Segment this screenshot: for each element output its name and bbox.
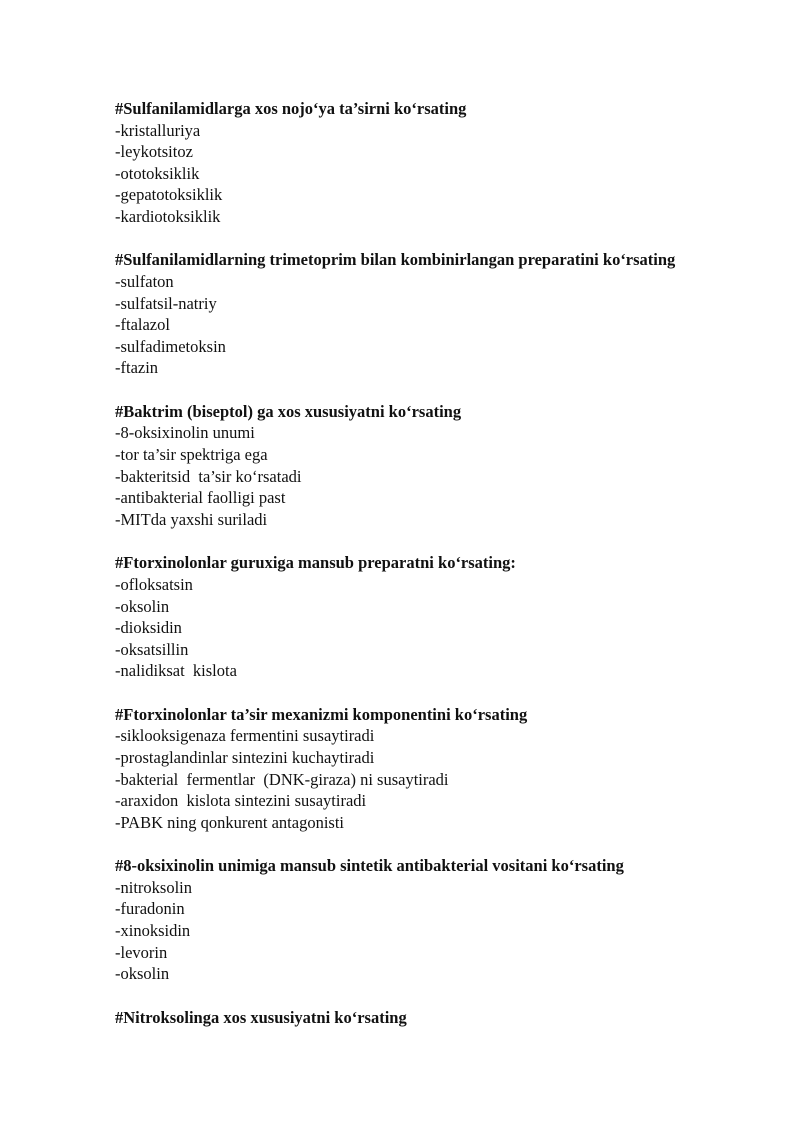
question-7 bbox=[115, 1007, 743, 1029]
option-item: -ofloksatsin bbox=[115, 574, 193, 594]
option-item: -antibakterial faolligi past bbox=[115, 488, 286, 508]
question-4 bbox=[115, 552, 743, 681]
question-title: #Sulfanilamidlarning trimetoprim bilan kombinirlangan preparatini ko‘rsating bbox=[115, 250, 676, 270]
option-item: -ftazin bbox=[115, 358, 159, 378]
option-item: -leykotsitoz bbox=[115, 142, 193, 162]
option-item: -sulfadimetoksin bbox=[115, 336, 226, 356]
question-title: #Ftorxinolonlar ta’sir mexanizmi komponentini ko‘rsating bbox=[115, 704, 528, 724]
option-item: -tor ta’sir spektriga ega bbox=[115, 445, 268, 465]
question-title: #Baktrim (biseptol) ga xos xususiyatni ko‘rsating bbox=[115, 401, 462, 421]
option-item: -kristalluriya bbox=[115, 120, 201, 140]
option-item: -ototoksiklik bbox=[115, 163, 200, 183]
question-title: #8-oksixinolin unimiga mansub sintetik antibakterial vositani ko‘rsating bbox=[115, 856, 624, 876]
options-list bbox=[115, 422, 743, 530]
options-list bbox=[115, 877, 743, 985]
options-list bbox=[115, 725, 743, 833]
document-page bbox=[115, 98, 743, 1050]
option-item: -bakterial fermentlar (DNK-giraza) ni susaytiradi bbox=[115, 769, 449, 789]
options-list bbox=[115, 574, 743, 682]
option-item: -8-oksixinolin unumi bbox=[115, 423, 255, 443]
option-item: -kardiotoksiklik bbox=[115, 206, 221, 226]
option-item: -xinoksidin bbox=[115, 921, 191, 941]
option-item: -araxidon kislota sintezini susaytiradi bbox=[115, 791, 367, 811]
option-item: -gepatotoksiklik bbox=[115, 185, 223, 205]
question-6 bbox=[115, 855, 743, 984]
option-item: -siklooksigenaza fermentini susaytiradi bbox=[115, 726, 375, 746]
question-title: #Sulfanilamidlarga xos nojo‘ya ta’sirni ko‘rsating bbox=[115, 99, 467, 118]
option-item: -bakteritsid ta’sir ko‘rsatadi bbox=[115, 466, 302, 486]
option-item: -nitroksolin bbox=[115, 877, 192, 897]
option-item: -ftalazol bbox=[115, 315, 170, 335]
option-item: -oksatsillin bbox=[115, 639, 189, 659]
option-item: -sulfatsil-natriy bbox=[115, 293, 217, 313]
option-item: -prostaglandinlar sintezini kuchaytiradi bbox=[115, 747, 375, 767]
option-item: -MITda yaxshi suriladi bbox=[115, 509, 268, 529]
question-1 bbox=[115, 98, 743, 227]
question-title: #Ftorxinolonlar guruxiga mansub preparatni ko‘rsating: bbox=[115, 553, 516, 573]
option-item: -sulfaton bbox=[115, 271, 174, 291]
option-item: -oksolin bbox=[115, 964, 170, 984]
option-item: -oksolin bbox=[115, 596, 170, 616]
options-list bbox=[115, 120, 743, 228]
option-item: -dioksidin bbox=[115, 618, 182, 638]
question-3 bbox=[115, 401, 743, 530]
question-title: #Nitroksolinga xos xususiyatni ko‘rsating bbox=[115, 1007, 407, 1027]
option-item: -levorin bbox=[115, 942, 168, 962]
options-list bbox=[115, 271, 743, 379]
option-item: -nalidiksat kislota bbox=[115, 661, 237, 681]
question-5 bbox=[115, 704, 743, 833]
option-item: -PABK ning qonkurent antagonisti bbox=[115, 812, 345, 832]
option-item: -furadonin bbox=[115, 899, 185, 919]
question-2 bbox=[115, 249, 743, 378]
